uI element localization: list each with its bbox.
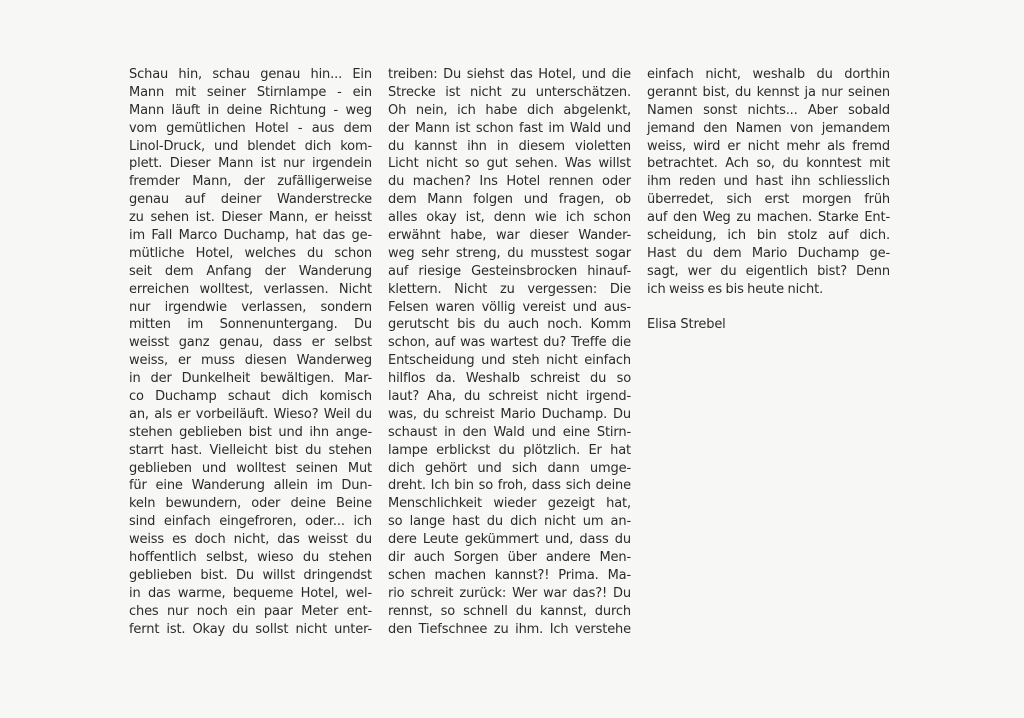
text-line: sind einfach eingefroren, oder... ich (129, 514, 372, 530)
text-line: mütliche Hotel, welches du schon (129, 245, 372, 261)
text-column-3-lines (647, 66, 890, 299)
text-line: jemand den Namen von jemandem (647, 120, 890, 136)
text-line: alles okay ist, denn wie ich schon (388, 210, 631, 226)
text-line: auf riesige Gesteinsbrocken hinauf- (388, 263, 631, 279)
text-line: du machen? Ins Hotel rennen oder (388, 174, 631, 190)
text-line: Licht nicht so gut sehen. Was willst (388, 156, 631, 172)
text-line: ich weiss es bis heute nicht. (647, 281, 824, 297)
text-line: erwähnt habe, war dieser Wander- (388, 228, 631, 244)
text-line: schaust in den Wald und eine Stirn- (388, 424, 631, 440)
text-line: keln bewundern, oder deine Beine (129, 496, 372, 512)
text-line: Hast du dem Mario Duchamp ge- (647, 245, 890, 261)
text-line: ihm reden und hast ihn schliesslich (647, 174, 890, 190)
text-line: in das warme, bequeme Hotel, wel- (129, 585, 372, 601)
text-line: rio schreit zurück: Wer war das?! Du (388, 585, 631, 601)
text-line: im Fall Marco Duchamp, hat das ge- (129, 228, 372, 244)
text-line: Linol-Druck, und blendet dich kom- (129, 138, 372, 154)
text-line: laut? Aha, du schreist nicht irgend- (388, 389, 631, 405)
text-line: plett. Dieser Mann ist nur irgendein (129, 156, 372, 172)
text-line: der Mann ist schon fast im Wald und (388, 120, 631, 136)
text-line: weiss, wird er nicht mehr als fremd (647, 138, 890, 154)
text-line: in der Dunkelheit bewältigen. Mar- (129, 371, 372, 387)
text-line: überredet, sich erst morgen früh (647, 192, 890, 208)
author-signature: Elisa Strebel (647, 317, 726, 333)
text-line: Strecke ist nicht zu unterschätzen. (388, 84, 631, 100)
text-line: schen machen kannst?! Prima. Ma- (388, 567, 631, 583)
text-line: Mann läuft in deine Richtung - weg (129, 102, 372, 118)
text-column-1 (129, 66, 372, 639)
text-line: dich gehört und sich dann umge- (388, 460, 631, 476)
text-line: schon, auf was wartest du? Treffe die (388, 335, 631, 351)
text-line: fernt ist. Okay du sollst nicht unter- (129, 621, 372, 637)
text-line: erreichen wolltest, verlassen. Nicht (129, 281, 372, 297)
text-line: so lange hast du dich nicht um an- (388, 514, 631, 530)
text-line: fremder Mann, der zufälligerweise (129, 174, 372, 190)
text-line: Oh nein, ich habe dich abgelenkt, (388, 102, 631, 118)
text-line: lampe erblickst du plötzlich. Er hat (388, 442, 631, 458)
text-line: an, als er vorbeiläuft. Wieso? Weil du (129, 406, 372, 422)
text-line: mitten im Sonnenuntergang. Du (129, 317, 372, 333)
text-column-3 (647, 66, 890, 334)
text-line: du kannst ihn in diesem violetten (388, 138, 631, 154)
text-line: dere Leute gekümmert und, dass du (388, 532, 631, 548)
text-line: hoffentlich selbst, wieso du stehen (129, 550, 372, 566)
text-line: hilflos da. Weshalb schreist du so (388, 371, 631, 387)
text-line: rennst, so schnell du kannst, durch (388, 603, 631, 619)
text-line: weisst ganz genau, dass er selbst (129, 335, 372, 351)
text-line: einfach nicht, weshalb du dorthin (647, 67, 890, 82)
text-line: co Duchamp schaut dich komisch (129, 389, 372, 405)
text-line: für eine Wanderung allein im Dun- (129, 478, 372, 494)
text-line: sagt, wer du eigentlich bist? Denn (647, 263, 890, 279)
text-line: genau auf deiner Wanderstrecke (129, 192, 372, 208)
text-line: betrachtet. Ach so, du konntest mit (647, 156, 890, 172)
text-line: Mann mit seiner Stirnlampe - ein (129, 84, 372, 100)
text-line: zu sehen ist. Dieser Mann, er heisst (129, 210, 372, 226)
text-line: den Tiefschnee zu ihm. Ich verstehe (388, 621, 631, 637)
text-line: Namen sonst nichts... Aber sobald (647, 102, 890, 118)
text-line: gerannt bist, du kennst ja nur seinen (647, 84, 890, 100)
text-line: stehen geblieben bist und ihn ange- (129, 424, 372, 440)
text-line: Schau hin, schau genau hin... Ein (129, 67, 372, 82)
text-line: weg sehr streng, du musstest sogar (388, 245, 631, 261)
text-line: vom gemütlichen Hotel - aus dem (129, 120, 372, 136)
text-line: gerutscht bis du auch noch. Komm (388, 317, 631, 333)
text-line: dem Mann folgen und fragen, ob (388, 192, 631, 208)
text-line: starrt hast. Vielleicht bist du stehen (129, 442, 372, 458)
text-line: auf den Weg zu machen. Starke Ent- (647, 210, 890, 226)
text-line: dir auch Sorgen über andere Men- (388, 550, 631, 566)
text-line: dreht. Ich bin so froh, dass sich deine (388, 478, 631, 494)
text-line: was, du schreist Mario Duchamp. Du (388, 406, 631, 422)
text-column-2 (388, 66, 631, 639)
text-line: ches nur noch ein paar Meter ent- (129, 603, 372, 619)
text-line: Entscheidung und steh nicht einfach (388, 353, 631, 369)
text-line: treiben: Du siehst das Hotel, und die (388, 67, 631, 82)
text-line: scheidung, ich bin stolz auf dich. (647, 228, 890, 244)
text-line: weiss, er muss diesen Wanderweg (129, 353, 372, 369)
text-line: klettern. Nicht zu vergessen: Die (388, 281, 631, 297)
text-line: seit dem Anfang der Wanderung (129, 263, 372, 279)
text-line: geblieben bist. Du willst dringendst (129, 567, 372, 583)
text-line: Felsen waren völlig vereist und aus- (388, 299, 631, 315)
text-line: geblieben und wolltest seinen Mut (129, 460, 372, 476)
text-line: nur irgendwie verlassen, sondern (129, 299, 372, 315)
text-line: weiss es doch nicht, das weisst du (129, 532, 372, 548)
text-line: Menschlichkeit wieder gezeigt hat, (388, 496, 631, 512)
